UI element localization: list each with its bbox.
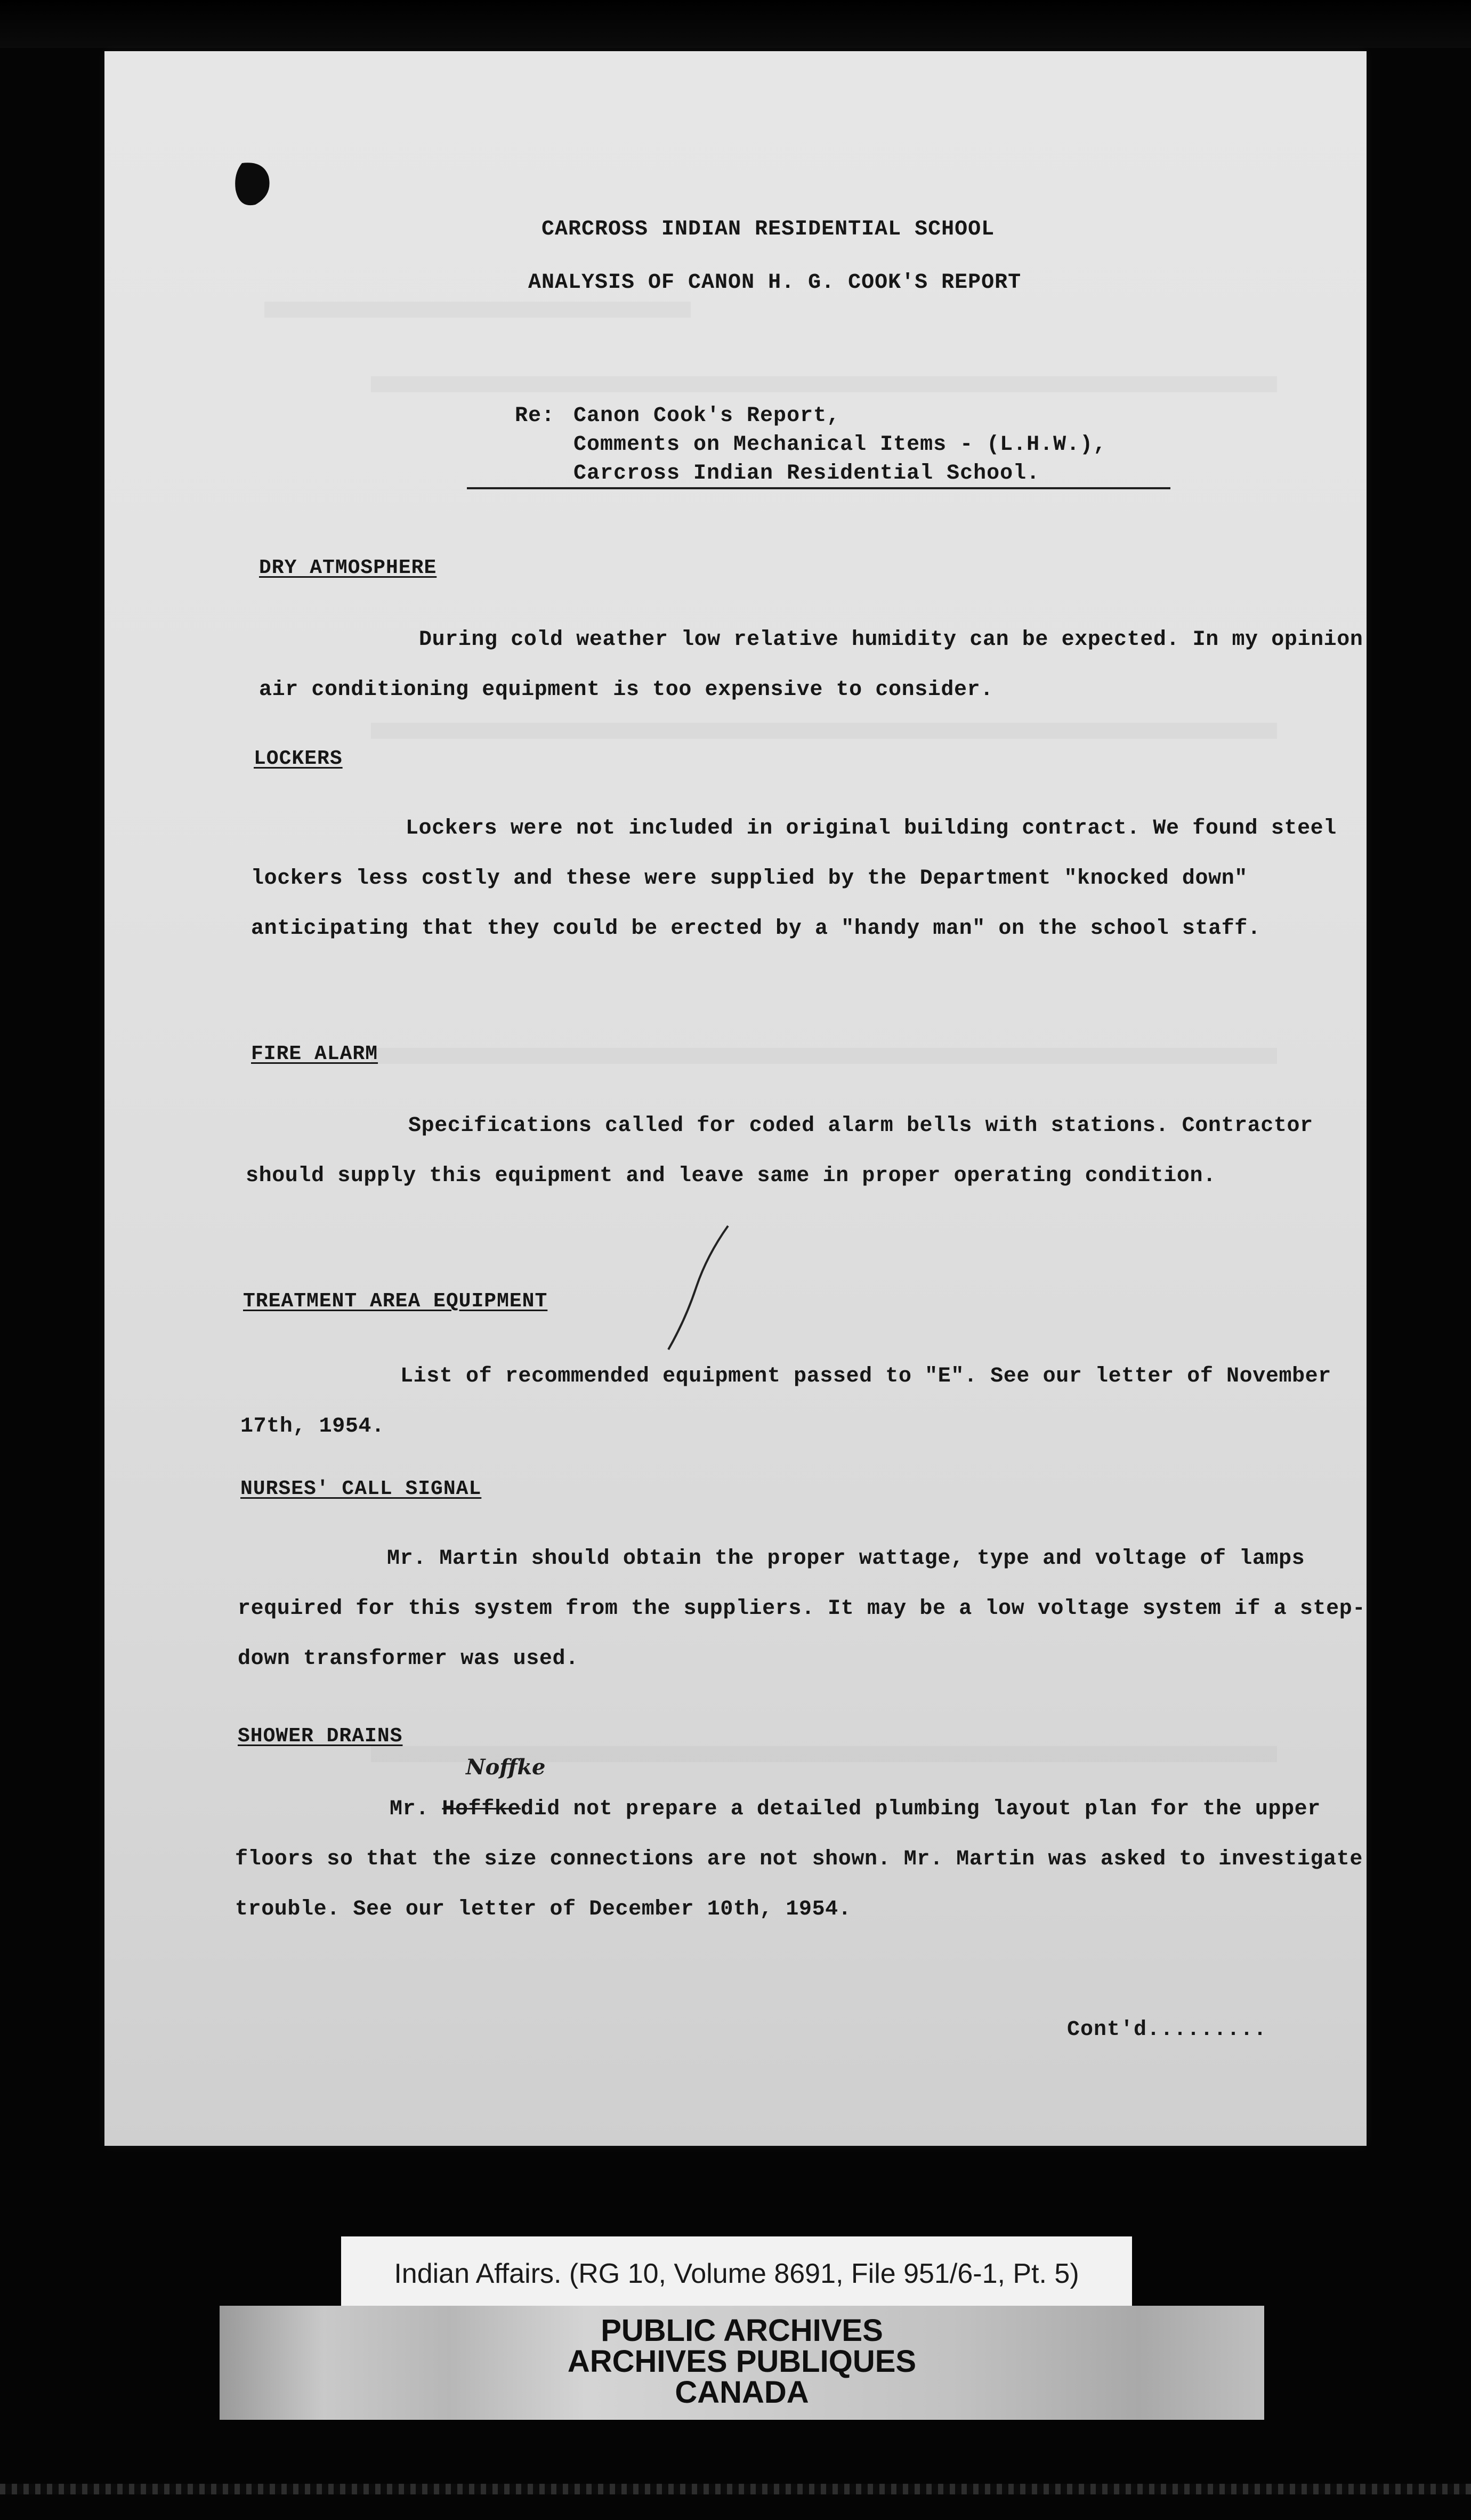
archive-stamp-text — [220, 2315, 1264, 2408]
document-subtitle: ANALYSIS OF CANON H. G. COOK'S REPORT — [528, 271, 1022, 295]
stamp-line: CANADA — [675, 2375, 809, 2410]
section-heading: LOCKERS — [254, 747, 343, 770]
section-heading: DRY ATMOSPHERE — [259, 556, 437, 579]
handwritten-correction: Noffke — [466, 1755, 546, 1780]
struck-word: Hoffke — [442, 1797, 521, 1821]
section-heading: TREATMENT AREA EQUIPMENT — [243, 1290, 548, 1313]
document-page — [104, 51, 1367, 2146]
text-prefix: Mr. — [390, 1797, 429, 1821]
section-paragraph: List of recommended equipment passed to "E". See our letter of November 17th, 1954. — [240, 1364, 1331, 1439]
stamp-line: ARCHIVES PUBLIQUES — [567, 2344, 917, 2379]
archive-reference-label: Indian Affairs. (RG 10, Volume 8691, File 951/6-1, Pt. 5) — [341, 2236, 1132, 2311]
stamp-line: PUBLIC ARCHIVES — [601, 2313, 883, 2348]
document-title: CARCROSS INDIAN RESIDENTIAL SCHOOL — [541, 217, 995, 241]
section-heading: SHOWER DRAINS — [238, 1725, 403, 1748]
section-paragraph: Specifications called for coded alarm bells with stations. Contractor should supply this equipment and leave same in proper operating condition. — [246, 1114, 1313, 1188]
document-body — [104, 51, 1367, 2146]
continued-marker: Cont'd......... — [1067, 2018, 1267, 2042]
scan-border — [0, 0, 1471, 48]
section-paragraph: Lockers were not included in original building contract. We found steel lockers less costly and these were supplied by the Department "knocked down" anticipating that they could be erected by a "handy man" on the school staff. — [251, 817, 1337, 941]
re-label: Re: — [515, 404, 555, 428]
pen-stroke-mark — [659, 1224, 733, 1352]
section-paragraph: During cold weather low relative humidity can be expected. In my opinion air conditioning equipment is too expensive to consider. — [259, 628, 1363, 702]
re-underline — [467, 487, 1170, 489]
text-rest: did not prepare a detailed plumbing layout plan for the upper floors so that the size connections are not shown. Mr. Martin was asked to investigate trouble. See our letter of December 10th, 1954. — [235, 1797, 1363, 1921]
re-line: Canon Cook's Report, — [573, 404, 840, 428]
section-heading: FIRE ALARM — [251, 1043, 378, 1065]
re-line: Comments on Mechanical Items - (L.H.W.), — [573, 433, 1107, 457]
film-edge — [0, 2484, 1471, 2494]
section-paragraph: Mr. Martin should obtain the proper wattage, type and voltage of lamps required for this system from the suppliers. It may be a low voltage system if a step-down transformer was used. — [238, 1547, 1365, 1671]
archive-stamp-strip — [220, 2306, 1264, 2420]
section-paragraph — [235, 1784, 1386, 1935]
re-line: Carcross Indian Residential School. — [573, 462, 1040, 486]
section-heading: NURSES' CALL SIGNAL — [240, 1477, 482, 1500]
